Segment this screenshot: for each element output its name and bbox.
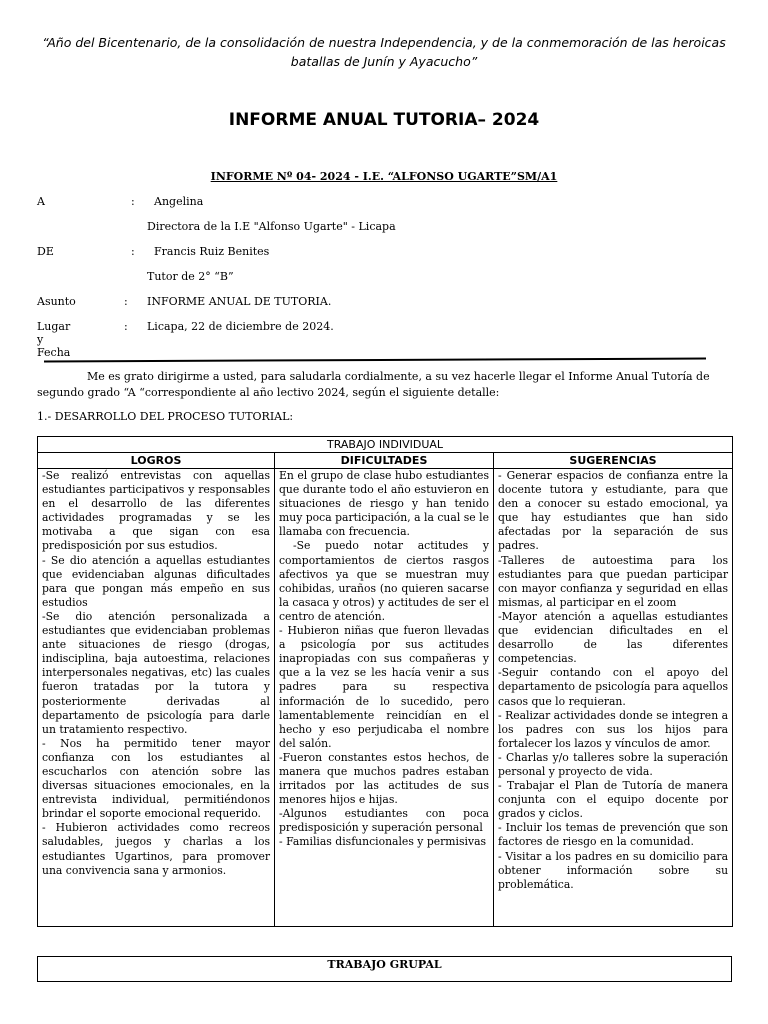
list-item: - Trabajar el Plan de Tutoría de manera conjunta con el equipo docente por grados y ciclos. (498, 779, 729, 821)
list-item: - Realizar actividades donde se integren a los padres con sus los hijos para fortalecer los lazos y vínculos de amor. (498, 708, 729, 750)
colon: : (124, 320, 128, 333)
document-title: INFORME ANUAL TUTORIA– 2024 (228, 110, 540, 130)
intro-text: Me es grato dirigirme a usted, para saludarla cordialmente, a su vez hacerle llegar el Informe Anual Tutoría de segundo grado “A “correspondiente al año lectivo 2024, según el siguiente detalle: (37, 370, 710, 399)
list-item: - Hubieron niñas que fueron llevadas a psicología por sus actitudes inapropiadas con sus compañeras y que a la vez se les hacía venir a sus padres para su respectiva información de lo sucedido, pero lamentablemente reincidían en el hecho y eso perjudicaba el nombre del salón. (279, 624, 489, 750)
list-item: -Talleres de autoestima para los estudiantes para que puedan participar con mayor confianza y seguridad en ellas mismas, al participar en el zoom (498, 553, 729, 609)
list-item: - Incluir los temas de prevención que son factores de riesgo en la comunidad. (498, 821, 729, 849)
list-item: -Fueron constantes estos hechos, de manera que muchos padres estaban irritados por las actitudes de sus menores hijos e hijas. (279, 750, 489, 807)
dificultades-cell (275, 469, 494, 927)
list-item: - Generar espacios de confianza entre la docente tutora y estudiante, para que den a conocer su estado emocional, ya que hay estudiantes que han sido afectadas por la separación de sus padres. (498, 469, 729, 553)
column-header-dificultades: DIFICULTADES (275, 453, 494, 469)
list-item: En el grupo de clase hubo estudiantes que durante todo el año estuvieron en situaciones de riesgo y han tenido muy poca participación, a la cual se le llamaba con frecuencia. (279, 469, 489, 539)
place-date-value: Licapa, 22 de diciembre de 2024. (147, 320, 334, 333)
addressee-role: Directora de la I.E "Alfonso Ugarte" - Licapa (147, 220, 396, 233)
sender-name: Francis Ruiz Benites (154, 245, 270, 258)
list-item: -Mayor atención a aquellas estudiantes que evidencian dificultades en el desarrollo de las diferentes competencias. (498, 609, 729, 666)
separator-line (44, 358, 706, 363)
colon: : (131, 195, 135, 208)
list-item: - Familias disfuncionales y permisivas (279, 835, 487, 849)
subject-value: INFORME ANUAL DE TUTORIA. (147, 295, 332, 308)
sender-role: Tutor de 2° “B” (147, 270, 234, 283)
place-date-label: Lugar y Fecha (37, 320, 71, 359)
list-item: -Se puedo notar actitudes y comportamientos de ciertos rasgos afectivos ya que se muestran muy cohibidas, uraños (no quieren sacarse la casaca y otros) y actitudes de ser el centro de atención. (279, 539, 489, 623)
table-caption: TRABAJO INDIVIDUAL (38, 437, 733, 453)
report-number: INFORME Nº 04- 2024 - I.E. “ALFONSO UGARTE”SM/A1 (210, 170, 558, 183)
sugerencias-cell (494, 469, 733, 927)
colon: : (131, 245, 135, 258)
list-item: - Nos ha permitido tener mayor confianza con los estudiantes al escucharlos con atención sobre las diversas situaciones emocionales, en la entrevista individual, permitiéndonos brindar el soporte emocional requerido. (42, 736, 270, 821)
list-item: - Se dio atención a aquellas estudiantes que evidenciaban algunas dificultades para que pongan más empeño en sus estudios (42, 553, 270, 609)
addressee-name: Angelina (154, 195, 204, 208)
list-item: -Seguir contando con el apoyo del departamento de psicología para aquellos casos que lo requieran. (498, 666, 729, 708)
list-item: -Algunos estudiantes con poca predisposición y superación personal (279, 807, 489, 835)
sender-label: DE (37, 245, 54, 258)
list-item: - Visitar a los padres en su domicilio para obtener información sobre su problemática. (498, 849, 729, 891)
intro-paragraph (37, 369, 737, 401)
subject-label: Asunto (37, 295, 76, 308)
group-work-heading: TRABAJO GRUPAL (37, 956, 732, 982)
document-motto: “Año del Bicentenario, de la consolidación de nuestra Independencia, y de la conmemoración de las heroicas batallas de Junín y Ayacucho” (42, 35, 726, 69)
list-item: -Se realizó entrevistas con aquellas estudiantes participativos y responsables en el desarrollo de las diferentes actividades programadas y se les motivaba a que sigan con esa predisposición por sus estudios. (42, 469, 270, 553)
section-heading: 1.- DESARROLLO DEL PROCESO TUTORIAL: (37, 410, 294, 423)
list-item: - Hubieron actividades como recreos saludables, juegos y charlas a los estudiantes Ugartinos, para promover una convivencia sana y armonios. (42, 821, 270, 877)
column-header-logros: LOGROS (38, 453, 275, 469)
column-header-sugerencias: SUGERENCIAS (494, 453, 733, 469)
addressee-label: A (37, 195, 45, 208)
colon: : (124, 295, 128, 308)
individual-work-table (37, 436, 733, 927)
logros-cell (38, 469, 275, 927)
list-item: -Se dio atención personalizada a estudiantes que evidenciaban problemas ante situaciones de riesgo (drogas, indisciplina, baja autoestima, relaciones interpersonales negativas, etc) las cuales fueron tratadas por la tutora y posteriormente derivadas al departamento de psicología para darle un tratamiento respectivo. (42, 609, 270, 736)
list-item: - Charlas y/o talleres sobre la superación personal y proyecto de vida. (498, 750, 729, 778)
